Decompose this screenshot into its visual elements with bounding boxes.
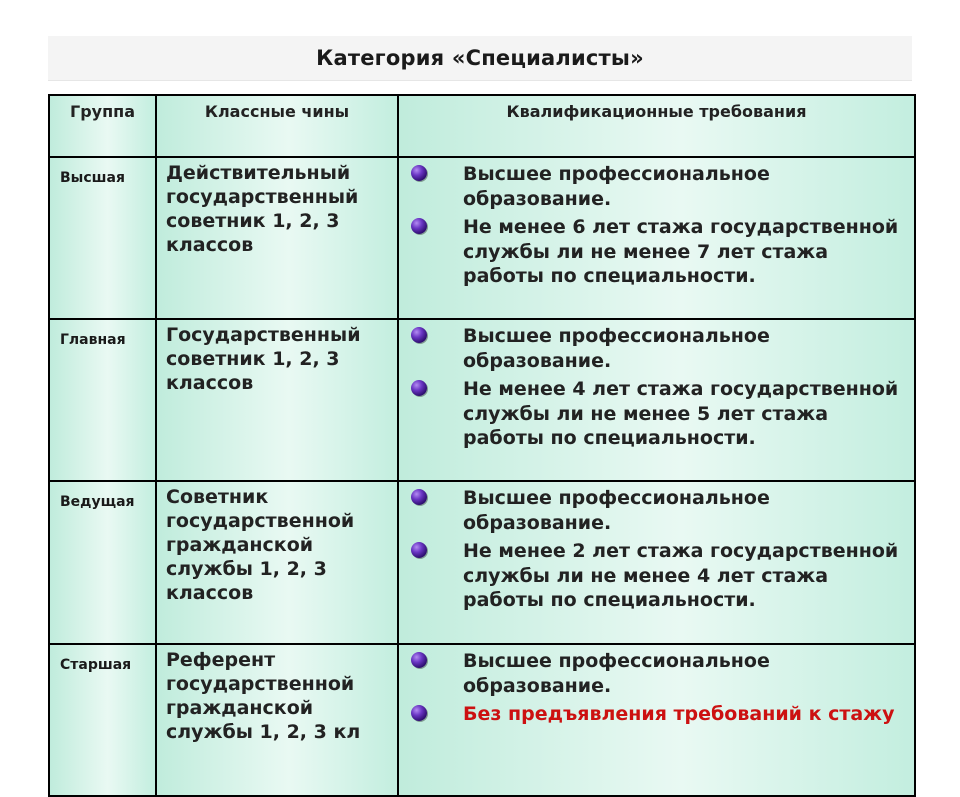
bullet-icon <box>411 705 427 721</box>
requirements-cell <box>398 319 915 481</box>
requirements-cell <box>398 644 915 796</box>
table-row <box>49 157 915 319</box>
bullet-icon <box>411 218 427 234</box>
table-row <box>49 644 915 796</box>
table-header-row <box>49 95 915 157</box>
requirement-text: Высшее профессиональное образование. <box>463 487 770 534</box>
requirement-text: Высшее профессиональное образование. <box>463 163 770 210</box>
requirement-text: Не менее 6 лет стажа государственной службы ли не менее 7 лет стажа работы по специальности. <box>463 216 899 287</box>
rank-cell: Государственный советник 1, 2, 3 классов <box>156 319 398 481</box>
requirement-item <box>407 377 906 451</box>
bullet-icon <box>411 327 427 343</box>
requirement-item <box>407 486 906 535</box>
rank-cell: Референт государственной гражданской службы 1, 2, 3 кл <box>156 644 398 796</box>
bullet-icon <box>411 489 427 505</box>
header-ranks: Классные чины <box>156 95 398 157</box>
bullet-icon <box>411 380 427 396</box>
requirement-item <box>407 324 906 373</box>
requirement-item <box>407 649 906 698</box>
rank-cell: Действительный государственный советник 1, 2, 3 классов <box>156 157 398 319</box>
requirement-item <box>407 539 906 613</box>
group-cell: Высшая <box>49 157 156 319</box>
requirement-item <box>407 702 906 727</box>
qualification-table <box>48 94 916 797</box>
group-cell: Старшая <box>49 644 156 796</box>
requirement-text: Не менее 4 лет стажа государственной службы ли не менее 5 лет стажа работы по специальности. <box>463 378 899 449</box>
group-cell: Главная <box>49 319 156 481</box>
rank-cell: Советник государственной гражданской службы 1, 2, 3 классов <box>156 481 398 644</box>
table-row <box>49 319 915 481</box>
page-title: Категория «Специалисты» <box>316 46 644 70</box>
requirement-text: Не менее 2 лет стажа государственной службы ли не менее 4 лет стажа работы по специальности. <box>463 540 899 611</box>
bullet-icon <box>411 652 427 668</box>
requirement-text: Высшее профессиональное образование. <box>463 325 770 372</box>
requirement-text-highlight: Без предъявления требований к стажу <box>463 703 895 725</box>
table-row <box>49 481 915 644</box>
header-requirements: Квалификационные требования <box>398 95 915 157</box>
requirements-cell <box>398 157 915 319</box>
group-cell: Ведущая <box>49 481 156 644</box>
requirement-item <box>407 162 906 211</box>
requirements-cell <box>398 481 915 644</box>
requirement-item <box>407 215 906 289</box>
header-group: Группа <box>49 95 156 157</box>
bullet-icon <box>411 165 427 181</box>
title-bar <box>48 36 912 81</box>
requirement-text: Высшее профессиональное образование. <box>463 650 770 697</box>
bullet-icon <box>411 542 427 558</box>
